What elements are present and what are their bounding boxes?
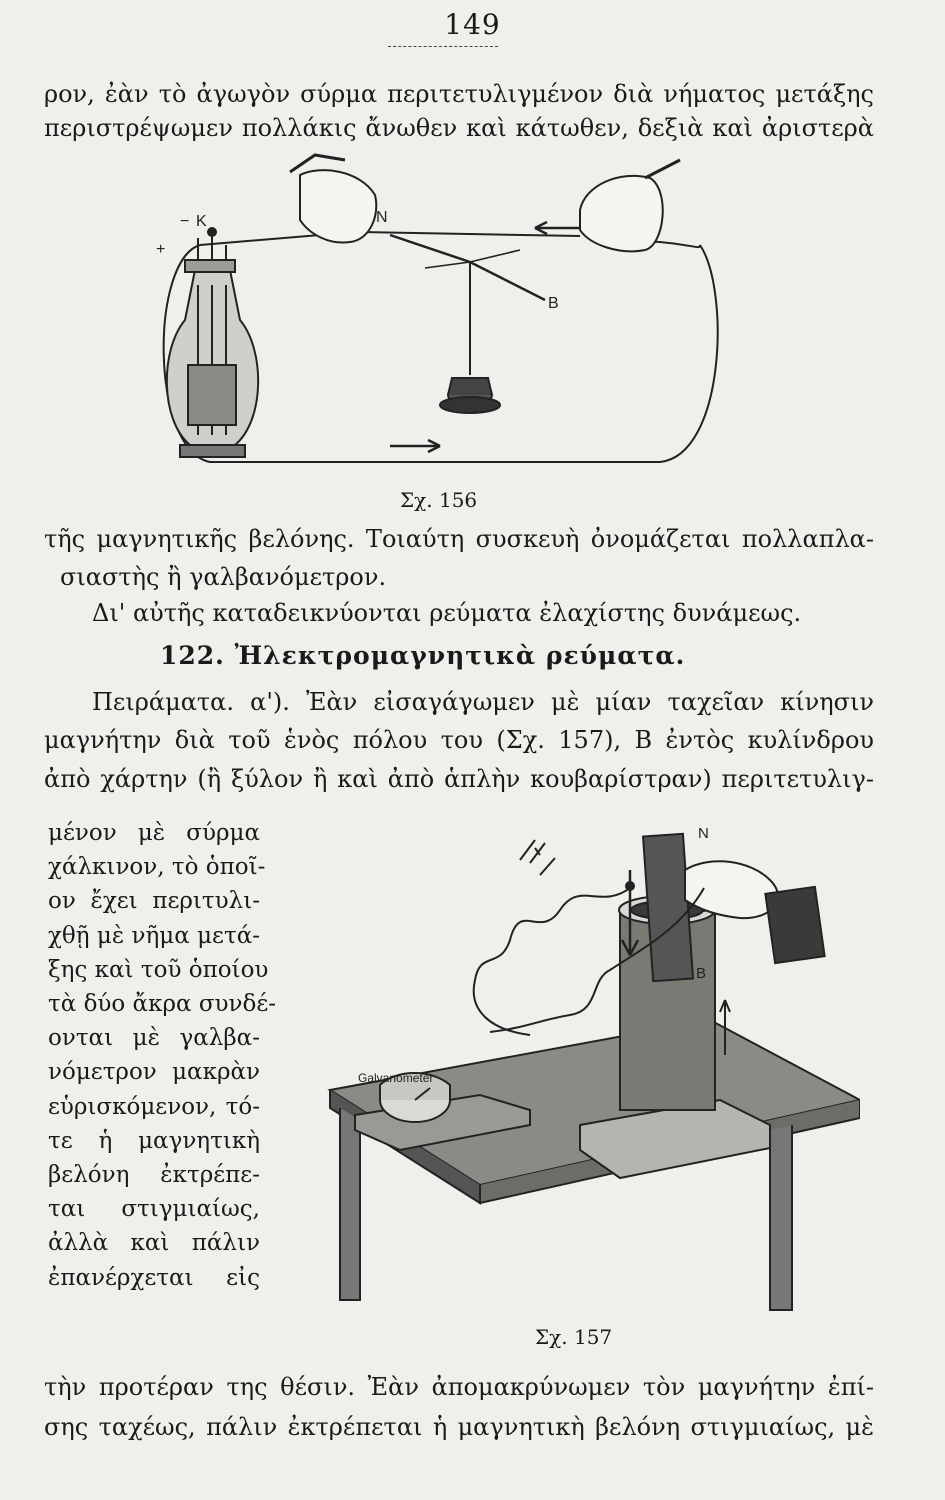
minus-terminal-label: − [180, 213, 190, 230]
text-line: ται στιγμιαίως, [48, 1196, 260, 1222]
figure-156-caption: Σχ. 156 [400, 488, 478, 512]
text-line: σιαστὴς ἢ γαλβανόμετρον. [60, 563, 387, 591]
page-number-rule [388, 46, 498, 47]
text-line: τῆς μαγνητικῆς βελόνης. Τοιαύτη συσκευὴ ὀνομάζεται πολλαπλα- [44, 525, 874, 553]
text-line: βελόνη ἐκτρέπε- [48, 1162, 260, 1188]
section-number: 122. [160, 641, 225, 670]
text-line: ονται μὲ γαλβα- [48, 1025, 260, 1051]
text-line: σης ταχέως, πάλιν ἐκτρέπεται ἡ μαγνητικὴ βελόνη στιγμιαίως, μὲ [44, 1413, 874, 1441]
section-heading [160, 641, 760, 670]
text-line: ρον, ἐὰν τὸ ἀγωγὸν σύρμα περιτετυλιγμένον διὰ νήματος μετάξης [44, 80, 874, 108]
text-line: ἀλλὰ καὶ πάλιν [48, 1230, 260, 1256]
magnet-south-label: B [696, 965, 707, 982]
text-line: ον ἔχει περιτυλι- [48, 888, 260, 914]
text-line: ἀπὸ χάρτην (ἢ ξύλον ἢ καὶ ἀπὸ ἁπλὴν κουβαρίστραν) περιτετυλιγ- [44, 765, 874, 793]
text-line: ἐπανέρχεται εἰς [48, 1265, 260, 1291]
needle-south-label: B [548, 295, 559, 312]
figure-156-illustration [140, 150, 740, 470]
text-line: ξης καὶ τοῦ ὁποίου [48, 957, 269, 983]
figure-157-illustration [300, 800, 860, 1320]
text-line: τὰ δύο ἄκρα συνδέ- [48, 991, 277, 1017]
text-line: μαγνήτην διὰ τοῦ ἑνὸς πόλου του (Σχ. 157), Β ἐντὸς κυλίνδρου [44, 726, 874, 754]
text-line: περιστρέψωμεν πολλάκις ἄνωθεν καὶ κάτωθεν, δεξιὰ καὶ ἀριστερὰ [44, 114, 874, 142]
text-line: τὴν προτέραν της θέσιν. Ἐὰν ἀπομακρύνωμεν τὸν μαγνήτην ἐπί- [44, 1373, 874, 1401]
text-line: χθῇ μὲ νῆμα μετά- [48, 923, 260, 949]
galvanometer-label: Galvanometer [358, 1071, 434, 1085]
text-line: τε ἡ μαγνητικὴ [48, 1128, 260, 1154]
plus-terminal-label: + [156, 241, 166, 258]
text-line: εὑρισκόμενον, τό- [48, 1094, 260, 1120]
text-line: Πειράματα. α'). Ἐὰν εἰσαγάγωμεν μὲ μίαν ταχεῖαν κίνησιν [92, 688, 874, 716]
k-terminal-label: K [196, 213, 207, 230]
text-line: νόμετρον μακρὰν [48, 1059, 260, 1085]
text-line: Δι' αὐτῆς καταδεικνύονται ρεύματα ἐλαχίστης δυνάμεως. [92, 599, 802, 627]
needle-north-label: N [376, 209, 388, 226]
magnet-north-label: N [698, 825, 709, 842]
text-line: μένον μὲ σύρμα [48, 820, 260, 846]
figure-157-caption: Σχ. 157 [535, 1325, 613, 1349]
page-number: 149 [444, 8, 501, 41]
text-line: χάλκινον, τὸ ὁποῖ- [48, 854, 266, 880]
section-title: Ἠλεκτρομαγνητικὰ ρεύματα. [234, 641, 686, 670]
